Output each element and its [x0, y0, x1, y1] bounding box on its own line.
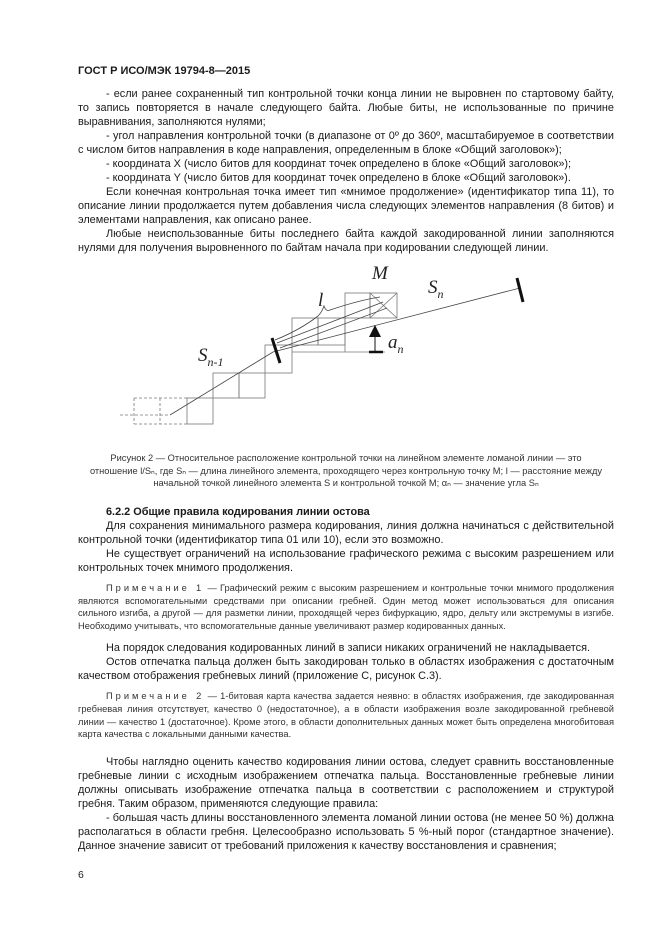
label-Sn: $S_n$	[428, 277, 444, 301]
paragraph: На порядок следования кодированных линий в записи никаких ограничений не накладывается.	[106, 642, 591, 655]
segment-sn-1	[170, 352, 273, 415]
dashed-squares	[120, 398, 187, 424]
document-header: ГОСТ Р ИСО/МЭК 19794-8—2015	[78, 65, 251, 77]
note-label: Примечание 2	[106, 691, 205, 702]
paragraph: - координата X (число битов для координат точек определено в блоке «Общий заголовок»);	[106, 158, 572, 170]
label-M: M	[372, 263, 388, 284]
text-block-1	[78, 87, 614, 255]
note-1	[78, 582, 614, 632]
paragraph: Остов отпечатка пальца должен быть закодирован только в областях изображения с достаточным качеством отображения гребневых линий (приложение С, рисунок С.3).	[78, 656, 614, 683]
note-text: — Графический режим с высоким разрешением и контрольные точки мнимого продолжения являются вспомогательными средствами при описании гребней. Один метод может использоваться для описания сильного изгиба, а другой — для разметки линии, проходящей через бифуркацию, ядро, дельту или экстремумы в изгибе. Необходимо учитывать, что вспомогательные данные увеличивают размер кодированных данных.	[78, 583, 614, 631]
grid-squares	[120, 293, 397, 424]
label-an: $a_n$	[388, 332, 404, 356]
paragraph: - угол направления контрольной точки (в диапазоне от 0º до 360º, масштабируемое в соответствии с числом битов направления в коде направления, определенным в блоке «Общий заголовок»);	[78, 130, 614, 156]
note-2	[78, 690, 614, 740]
section-6-2-2	[78, 505, 614, 853]
figure-caption: Рисунок 2 — Относительное расположение контрольной точки на линейном элементе ломаной линии — это отношение l/Sₙ, где Sₙ — длина линейного элемента, проходящего через контрольную точку M; l — расстояние между начальной точкой линейного элемента S и контрольной точкой M; αₙ — значение угла Sₙ	[89, 453, 603, 489]
paragraph: - если ранее сохраненный тип контрольной точки конца линии не выровнен по стартовому байту, то запись повторяется в начале следующего байта. Любые биты, не использованные по причине выравнивания, заполняются нулями;	[78, 88, 614, 128]
angle-arrow	[369, 325, 383, 352]
segment-sn	[273, 288, 520, 352]
section-heading: 6.2.2 Общие правила кодирования линии остова	[106, 506, 370, 518]
page-number: 6	[78, 869, 84, 881]
note-label: Примечание 1	[106, 583, 205, 593]
label-l: l	[318, 290, 324, 311]
note-text: — 1-битовая карта качества задается неявно: в областях изображения, где закодированная гребневая линия отсутствует, качество 0 (недостаточное), а в области изображения возле закодированной гребневой линии — качество 1 (достаточное). Кроме этого, в области дополнительных данных может быть определена многобитовая карта качества с локальными данными качества.	[78, 691, 614, 740]
paragraph: Если конечная контрольная точка имеет тип «мнимое продолжение» (идентификатор типа 11), то описание линии продолжается путем добавления числа следующих элементов направления (8 битов) и элементами направления, как описано ранее.	[78, 186, 614, 226]
brace-l	[275, 297, 380, 340]
paragraph: - большая часть длины восстановленного элемента ломаной линии остова (не менее 50 %) должна располагаться в области гребня. Целесообразно использовать 5 %-ный порог (стандартное значение). Данное значение зависит от требований приложения к качеству восстановления и сравнения;	[78, 811, 614, 852]
paragraph: Не существует ограничений на использование графического режима с высоким разрешением или контрольных точек мнимого продолжения.	[78, 548, 614, 574]
control-point-cross	[370, 293, 397, 318]
label-Sn-1: $S_{n-1}$	[198, 345, 224, 369]
paragraph: Чтобы наглядно оценить качество кодирования линии остова, следует сравнить восстановленные гребневые линии с исходным изображением отпечатка пальца. Восстановленные гребневые линии должны описывать изображение отпечатка пальца в соответствии с расположением и структурой гребня. Таким образом, применяются следующие правила:	[78, 755, 614, 810]
paragraph: - координата Y (число битов для координат точек определено в блоке «Общий заголовок»).	[106, 172, 571, 184]
paragraph: Для сохранения минимального размера кодирования, линия должна начинаться с действительной контрольной точки (идентификатор типа 01 или 10), если это возможно.	[78, 520, 614, 546]
segment-ticks	[272, 278, 523, 363]
paragraph: Любые неиспользованные биты последнего байта каждой закодированной линии заполняются нулями для получения выровненного по байтам начала при кодировании следующей линии.	[78, 228, 614, 254]
